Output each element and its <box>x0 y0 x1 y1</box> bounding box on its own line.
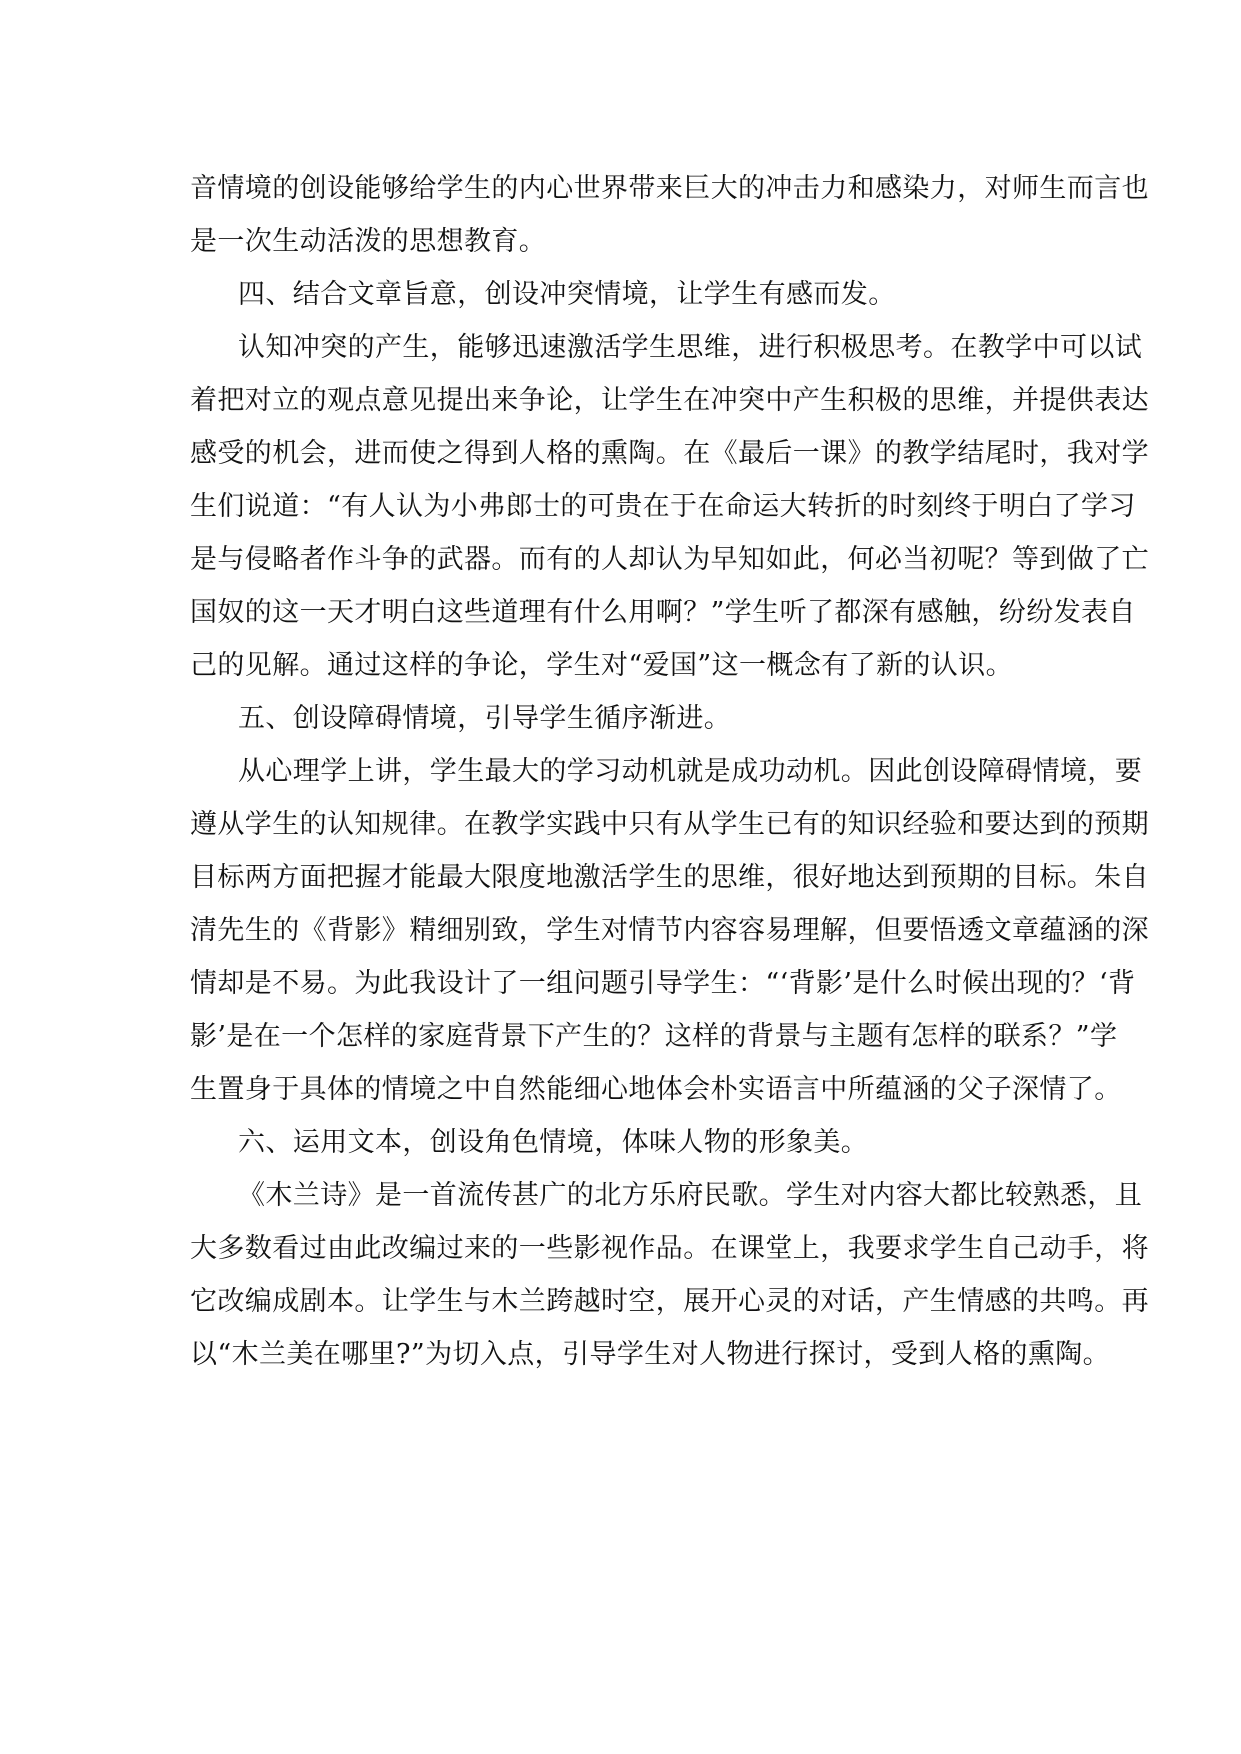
paragraph-line: 《木兰诗》是一首流传甚广的北方乐府民歌。学生对内容大都比较熟悉，且 <box>238 1180 1143 1211</box>
paragraph-line: 是一次生动活泼的思想教育。 <box>190 226 547 257</box>
paragraph-line: 是与侵略者作斗争的武器。而有的人却认为早知如此，何必当初呢？等到做了亡 <box>190 544 1149 575</box>
paragraph-line: 影’是在一个怎样的家庭背景下产生的？这样的背景与主题有怎样的联系？”学 <box>190 1021 1118 1052</box>
paragraph-line: 它改编成剧本。让学生与木兰跨越时空，展开心灵的对话，产生情感的共鸣。再 <box>190 1286 1149 1317</box>
paragraph-line: 清先生的《背影》精细别致，学生对情节内容容易理解，但要悟透文章蕴涵的深 <box>190 915 1149 946</box>
paragraph-line: 感受的机会，进而使之得到人格的熏陶。在《最后一课》的教学结尾时，我对学 <box>190 438 1149 469</box>
paragraph-line: 音情境的创设能够给学生的内心世界带来巨大的冲击力和感染力，对师生而言也 <box>190 173 1149 204</box>
paragraph-line: 国奴的这一天才明白这些道理有什么用啊？”学生听了都深有感触，纷纷发表自 <box>190 597 1136 628</box>
paragraph-line: 情却是不易。为此我设计了一组问题引导学生：“‘背影’是什么时候出现的？‘背 <box>190 968 1136 999</box>
paragraph-line: 从心理学上讲，学生最大的学习动机就是成功动机。因此创设障碍情境，要 <box>238 756 1143 787</box>
document-body <box>190 162 1149 1381</box>
paragraph-line: 着把对立的观点意见提出来争论，让学生在冲突中产生积极的思维，并提供表达 <box>190 385 1149 416</box>
paragraph-line: 大多数看过由此改编过来的一些影视作品。在课堂上，我要求学生自己动手，将 <box>190 1233 1149 1264</box>
paragraph-line: 认知冲突的产生，能够迅速激活学生思维，进行积极思考。在教学中可以试 <box>238 332 1143 363</box>
section-heading-5: 五、创设障碍情境，引导学生循序渐进。 <box>238 703 732 734</box>
section-heading-4: 四、结合文章旨意，创设冲突情境，让学生有感而发。 <box>238 279 896 310</box>
paragraph-line: 生置身于具体的情境之中自然能细心地体会朴实语言中所蕴涵的父子深情了。 <box>190 1074 1122 1105</box>
section-heading-6: 六、运用文本，创设角色情境，体味人物的形象美。 <box>238 1127 869 1158</box>
paragraph-line: 遵从学生的认知规律。在教学实践中只有从学生已有的知识经验和要达到的预期 <box>190 809 1149 840</box>
paragraph-line: 目标两方面把握才能最大限度地激活学生的思维，很好地达到预期的目标。朱自 <box>190 862 1149 893</box>
paragraph-line: 以“木兰美在哪里?”为切入点，引导学生对人物进行探讨，受到人格的熏陶。 <box>190 1339 1111 1370</box>
paragraph-line: 己的见解。通过这样的争论，学生对“爱国”这一概念有了新的认识。 <box>190 650 1014 681</box>
paragraph-line: 生们说道：“有人认为小弗郎士的可贵在于在命运大转折的时刻终于明白了学习 <box>190 491 1136 522</box>
